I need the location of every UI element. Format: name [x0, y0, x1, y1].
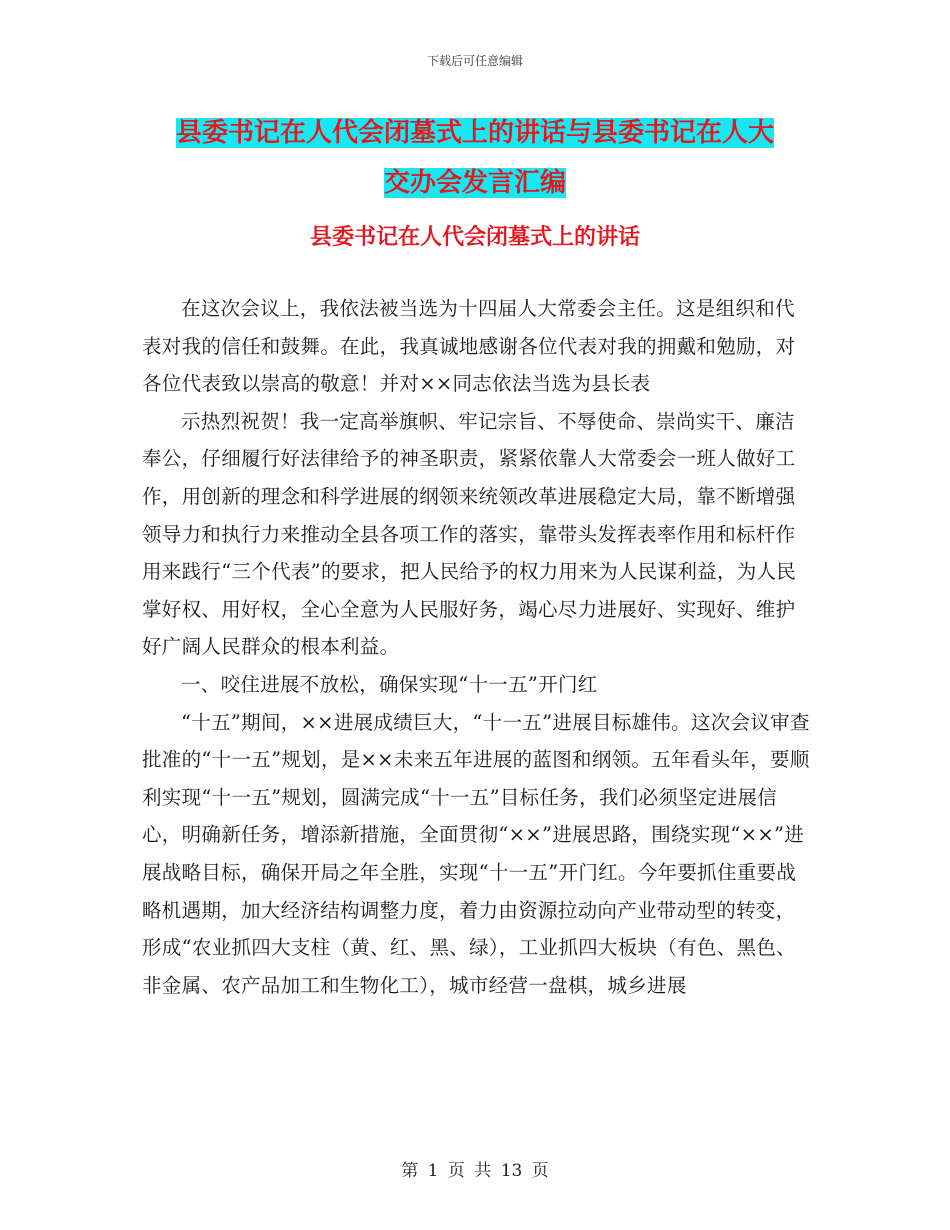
title-line-1: 县委书记在人代会闭墓式上的讲话与县委书记在人大 — [175, 118, 774, 148]
document-title — [140, 108, 810, 208]
section-heading-1: 一、咬住进展不放松，确保实现“十一五”开门红 — [181, 672, 598, 696]
footer-middle: 页 共 — [447, 1161, 492, 1181]
title-line-2: 交办会发言汇编 — [383, 168, 566, 198]
header-note: 下载后可任意编辑 — [426, 54, 523, 68]
total-pages: 13 — [500, 1161, 523, 1181]
paragraph-2: 示热烈祝贺！我一定高举旗帜、牢记宗旨、不辱使命、崇尚实干、廉洁奉公，仔细履行好法律给予的神圣职责，紧紧依靠人大常委会一班人做好工作，用创新的理念和科学进展的纲领来统领改革进展稳定大局，靠不断增强领导力和执行力来推动全县各项工作的落实，靠带头发挥表率作用和标杆作用来践行“三个代表”的要求，把人民给予的权力用来为人民谋利益，为人民掌好权、用好权，全心全意为人民服好务，竭心尽力进展好、实现好、维护好广阔人民群众的根本利益。 — [142, 409, 797, 659]
paragraph-3: “十五”期间，××进展成绩巨大，“十一五”进展目标雄伟。这次会议审查批准的“十一五”规划，是××未来五年进展的蓝图和纲领。五年看头年，要顺利实现“十一五”规划，圆满完成“十一五”目标任务，我们必须坚定进展信心，明确新任务，增添新措施，全面贯彻“××”进展思路，围绕实现“××”进展战略目标，确保开局之年全胜，实现“十一五”开门红。今年要抓住重要战略机遇期，加大经济结构调整力度，着力由资源拉动向产业带动型的转变，形成“农业抓四大支柱（黄、红、黑、绿），工业抓四大板块（有色、黑色、非金属、农产品加工和生物化工），城市经营一盘棋，城乡进展 — [142, 710, 810, 997]
body-text — [142, 290, 814, 1004]
paragraph-1: 在这次会议上，我依法被当选为十四届人大常委会主任。这是组织和代表对我的信任和鼓舞。在此，我真诚地感谢各位代表对我的拥戴和勉励，对各位代表致以崇高的敬意！并对××同志依法当选为县长表 — [142, 297, 796, 396]
footer-prefix: 第 — [401, 1161, 419, 1181]
page-footer — [0, 1156, 950, 1181]
footer-suffix: 页 — [531, 1161, 549, 1181]
page-number: 1 — [427, 1161, 439, 1181]
section-title: 县委书记在人代会闭墓式上的讲话 — [309, 225, 640, 250]
